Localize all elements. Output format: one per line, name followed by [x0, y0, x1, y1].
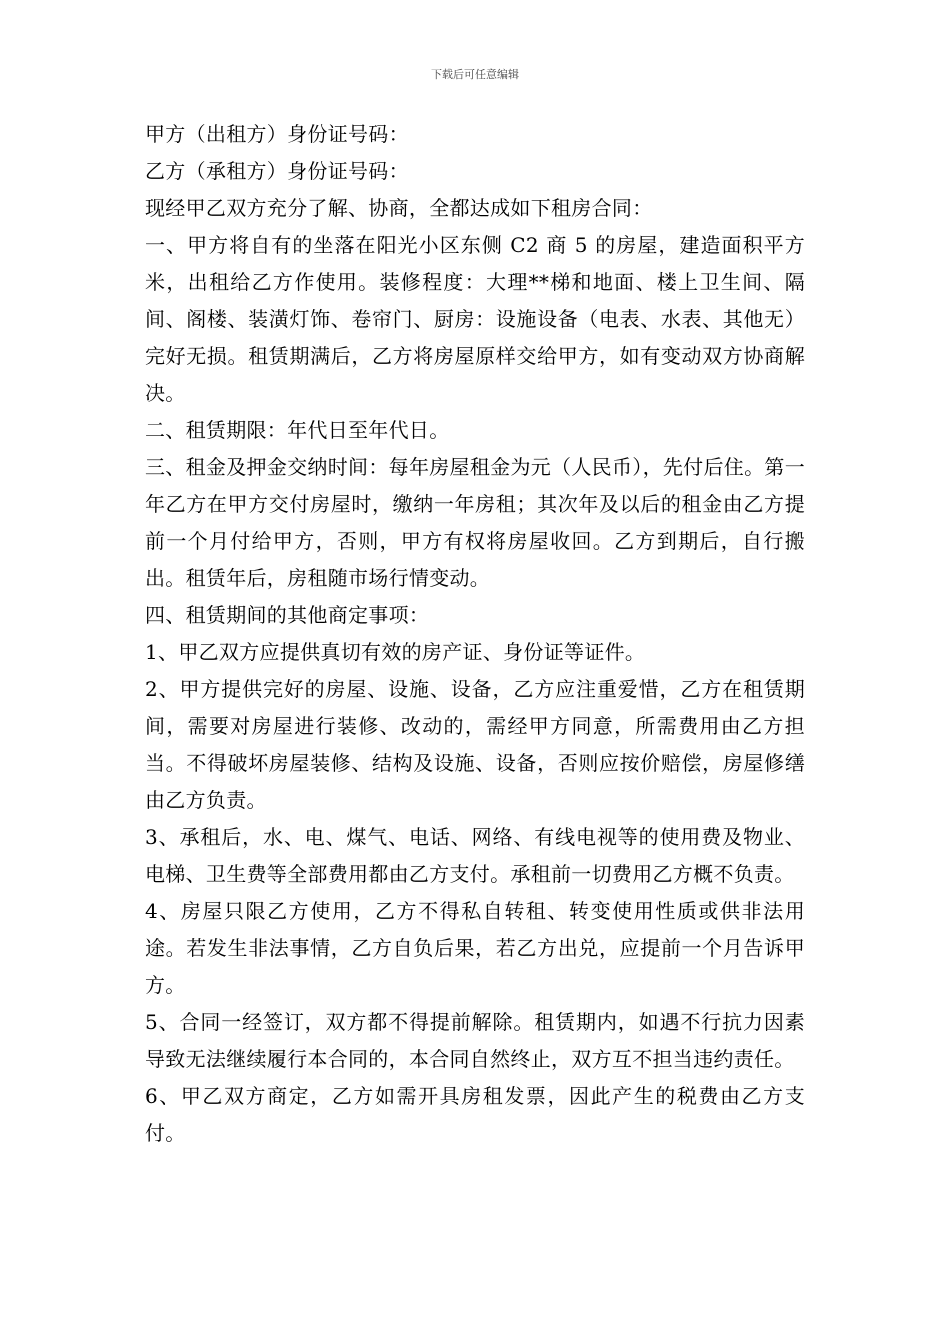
document-body: [145, 116, 805, 1152]
clause-3-rent: 三、租金及押金交纳时间：每年房屋租金为元（人民币），先付后住。第一年乙方在甲方交付房屋时，缴纳一年房租；其次年及以后的租金由乙方提前一个月付给甲方，否则，甲方有权将房屋收回。乙方到期后，自行搬出。租赁年后，房租随市场行情变动。: [145, 455, 805, 590]
clause-4-heading: 四、租赁期间的其他商定事项：: [145, 603, 430, 627]
clause-1-property: 一、甲方将自有的坐落在阳光小区东侧 C2 商 5 的房屋，建造面积平方米，出租给乙方作使用。装修程度：大理**梯和地面、楼上卫生间、隔间、阁楼、装潢灯饰、卷帘门、厨房：设施设备（电表、水表、其他无）完好无损。租赁期满后，乙方将房屋原样交给甲方，如有变动双方协商解决。: [145, 233, 805, 405]
header-note: 下载后可任意编辑: [431, 68, 519, 81]
item-5-termination: 5、合同一经签订，双方都不得提前解除。租赁期内，如遇不行抗力因素导致无法继续履行本合同的，本合同自然终止，双方互不担当违约责任。: [145, 1010, 805, 1071]
item-4-usage: 4、房屋只限乙方使用，乙方不得私自转租、转变使用性质或供非法用途。若发生非法事情，乙方自负后果，若乙方出兑，应提前一个月告诉甲方。: [145, 899, 805, 997]
party-b-id-line: 乙方（承租方）身份证号码：: [145, 159, 409, 183]
party-a-id-line: 甲方（出租方）身份证号码：: [145, 122, 409, 146]
agreement-intro: 现经甲乙双方充分了解、协商，全都达成如下租房合同：: [145, 196, 653, 220]
item-1-documents: 1、甲乙双方应提供真切有效的房产证、身份证等证件。: [145, 640, 646, 664]
item-6-invoice: 6、甲乙双方商定，乙方如需开具房租发票，因此产生的税费由乙方支付。: [145, 1084, 805, 1145]
clause-2-term: 二、租赁期限：年代日至年代日。: [145, 418, 450, 442]
item-3-fees: 3、承租后，水、电、煤气、电话、网络、有线电视等的使用费及物业、电梯、卫生费等全部费用都由乙方支付。承租前一切费用乙方概不负责。: [145, 825, 805, 886]
item-2-maintenance: 2、甲方提供完好的房屋、设施、设备，乙方应注重爱惜，乙方在租赁期间，需要对房屋进行装修、改动的，需经甲方同意，所需费用由乙方担当。不得破坏房屋装修、结构及设施、设备，否则应按价赔偿，房屋修缮由乙方负责。: [145, 677, 805, 812]
